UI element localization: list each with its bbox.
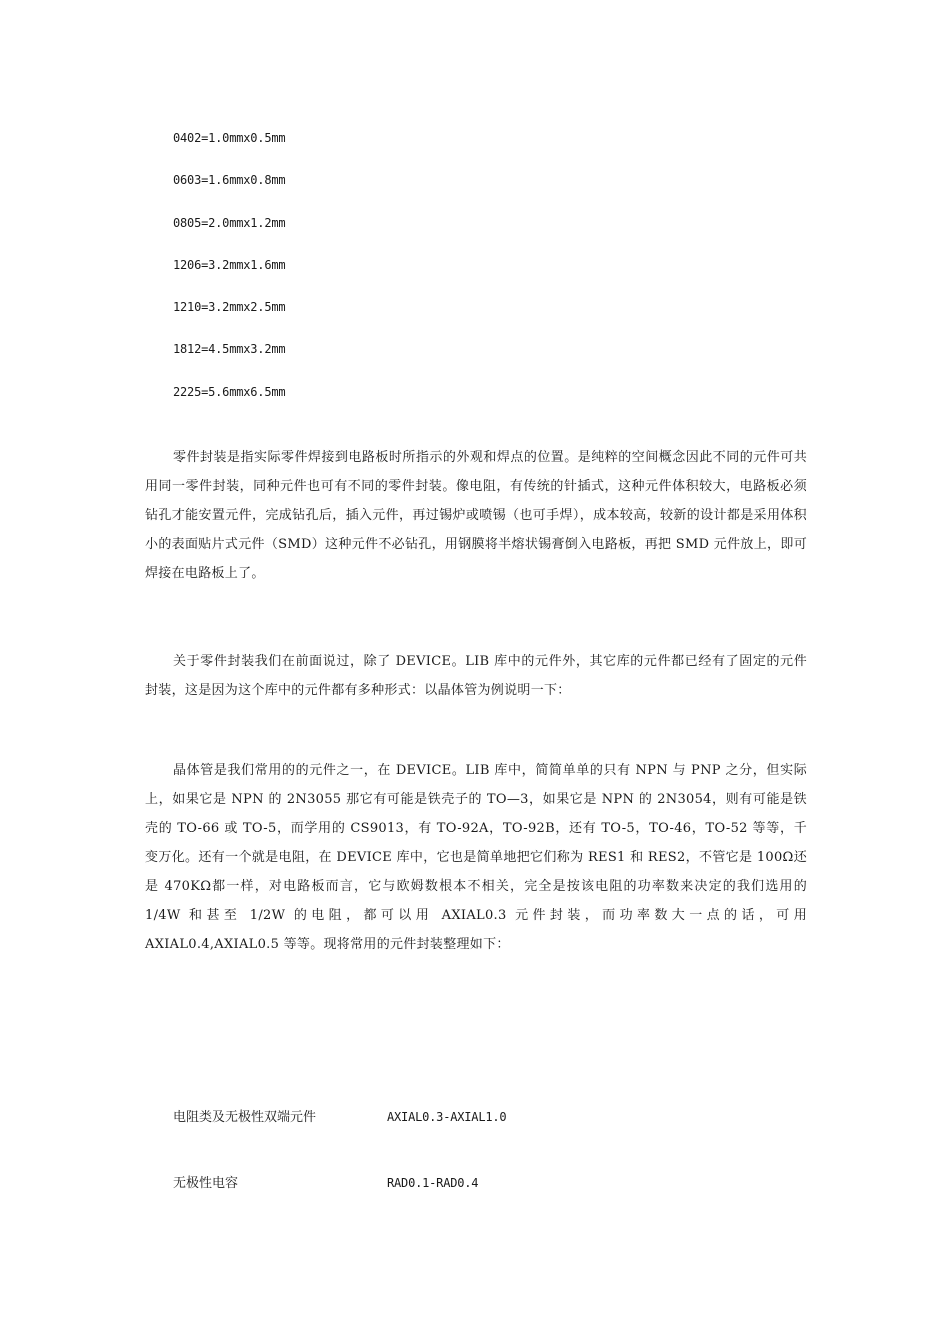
paragraph-package-definition: 零件封装是指实际零件焊接到电路板时所指示的外观和焊点的位置。是纯粹的空间概念因此不同的元件可共用同一零件封装，同种元件也可有不同的零件封装。像电阻，有传统的针插式，这种元件体积较大，电路板必须钻孔才能安置元件，完成钻孔后，插入元件，再过锡炉或喷锡（也可手焊），成本较高，较新的设计都是采用体积小的表面贴片式元件（SMD）这种元件不必钻孔，用钢膜将半熔状锡膏倒入电路板，再把 SMD 元件放上，即可焊接在电路板上了。 [145, 450, 807, 581]
size-code-item: 1206=3.2mmx1.6mm [173, 257, 286, 272]
package-value: AXIAL0.3-AXIAL1.0 [387, 1110, 507, 1124]
size-code-list [173, 127, 285, 423]
package-label: 电阻类及无极性双端元件 [173, 1110, 317, 1125]
package-row [173, 1106, 506, 1129]
size-code-item: 2225=5.6mmx6.5mm [173, 384, 286, 399]
package-label: 无极性电容 [173, 1176, 239, 1191]
size-code-item: 1210=3.2mmx2.5mm [173, 300, 286, 315]
paragraph-transistor-example: 晶体管是我们常用的的元件之一，在 DEVICE。LIB 库中，简简单单的只有 NPN 与 PNP 之分，但实际上，如果它是 NPN 的 2N3055 那它有可能是铁壳子的 TO—3，如果它是 NPN 的 2N3054，则有可能是铁壳的 TO-66 或 TO-5，而学用的 CS9013，有 TO-92A，TO-92B，还有 TO-5，TO-46，TO-52 等等，千变万化。还有一个就是电阻，在 DEVICE 库中，它也是简单地把它们称为 RES1 和 RES2，不管它是 100Ω还是 470KΩ都一样，对电路板而言，它与欧姆数根本不相关，完全是按该电阻的功率数来决定的我们选用的 1/4W 和甚至 1/2W 的电阻，都可以用 AXIAL0.3 元件封装，而功率数大一点的话，可用 AXIAL0.4,AXIAL0.5 等等。现将常用的元件封装整理如下： [145, 763, 807, 952]
package-row [173, 1172, 478, 1195]
size-code-item: 0402=1.0mmx0.5mm [173, 131, 286, 145]
size-code-item: 0805=2.0mmx1.2mm [173, 215, 286, 230]
size-code-item: 0603=1.6mmx0.8mm [173, 173, 286, 188]
size-code-item: 1812=4.5mmx3.2mm [173, 342, 286, 357]
package-value: RAD0.1-RAD0.4 [387, 1176, 479, 1190]
paragraph-device-lib: 关于零件封装我们在前面说过，除了 DEVICE。LIB 库中的元件外，其它库的元件都已经有了固定的元件封装，这是因为这个库中的元件都有多种形式：以晶体管为例说明一下： [145, 654, 807, 698]
